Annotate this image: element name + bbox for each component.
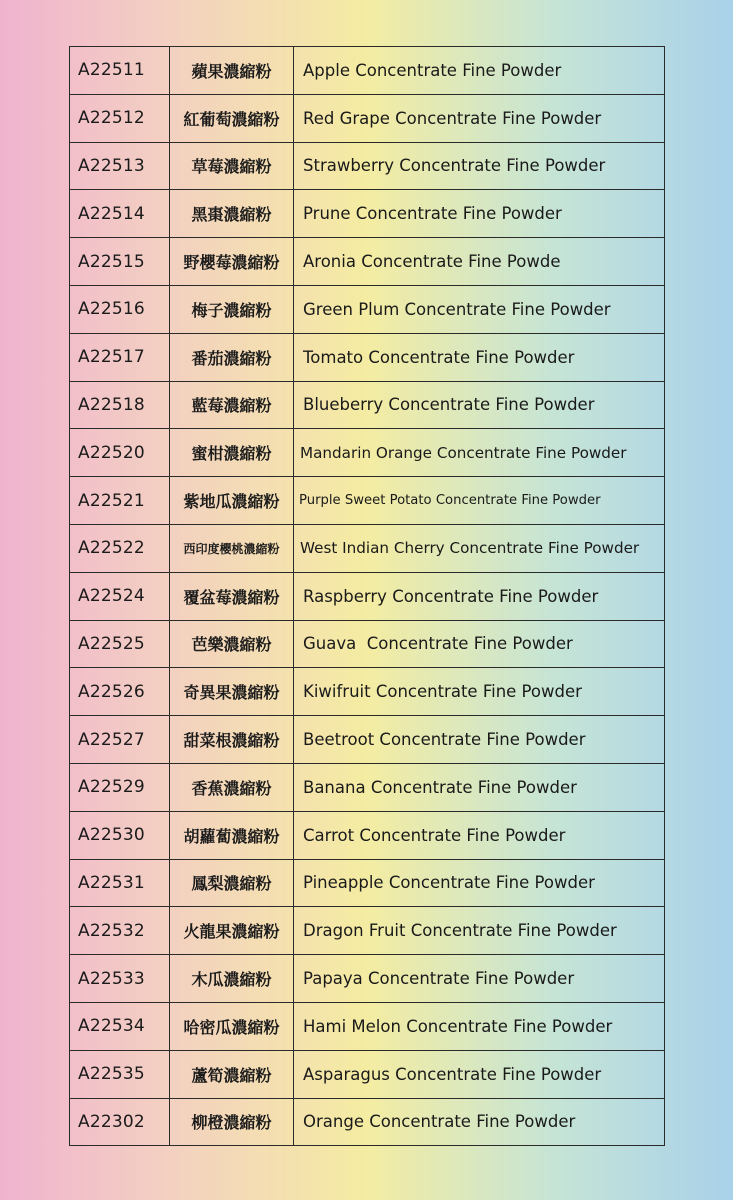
product-name-en: West Indian Cherry Concentrate Fine Powder — [294, 524, 665, 572]
product-name-en: Orange Concentrate Fine Powder — [294, 1098, 665, 1146]
product-name-zh: 蘆筍濃縮粉 — [170, 1050, 294, 1098]
table-row — [70, 1050, 665, 1098]
product-name-zh: 蜜柑濃縮粉 — [170, 429, 294, 477]
product-name-en: Guava Concentrate Fine Powder — [294, 620, 665, 668]
product-name-en: Dragon Fruit Concentrate Fine Powder — [294, 907, 665, 955]
product-name-en: Purple Sweet Potato Concentrate Fine Powder — [294, 477, 665, 525]
table-row — [70, 907, 665, 955]
product-name-en: Mandarin Orange Concentrate Fine Powder — [294, 429, 665, 477]
product-table-body — [70, 47, 665, 1146]
table-row — [70, 429, 665, 477]
table-row — [70, 859, 665, 907]
table-row — [70, 1002, 665, 1050]
product-code: A22517 — [70, 333, 170, 381]
product-code: A22511 — [70, 47, 170, 95]
product-name-zh: 黑棗濃縮粉 — [170, 190, 294, 238]
table-row — [70, 1098, 665, 1146]
product-code: A22535 — [70, 1050, 170, 1098]
table-row — [70, 716, 665, 764]
table-row — [70, 381, 665, 429]
product-name-zh: 覆盆莓濃縮粉 — [170, 572, 294, 620]
table-row — [70, 94, 665, 142]
product-name-zh: 柳橙濃縮粉 — [170, 1098, 294, 1146]
product-name-zh: 草莓濃縮粉 — [170, 142, 294, 190]
table-row — [70, 524, 665, 572]
product-name-zh: 西印度櫻桃濃縮粉 — [170, 524, 294, 572]
table-row — [70, 620, 665, 668]
product-name-en: Papaya Concentrate Fine Powder — [294, 955, 665, 1003]
product-name-en: Carrot Concentrate Fine Powder — [294, 811, 665, 859]
product-name-en: Beetroot Concentrate Fine Powder — [294, 716, 665, 764]
table-row — [70, 955, 665, 1003]
product-name-zh: 番茄濃縮粉 — [170, 333, 294, 381]
product-code: A22515 — [70, 238, 170, 286]
product-name-en: Blueberry Concentrate Fine Powder — [294, 381, 665, 429]
table-row — [70, 47, 665, 95]
product-name-en: Strawberry Concentrate Fine Powder — [294, 142, 665, 190]
product-name-en: Apple Concentrate Fine Powder — [294, 47, 665, 95]
product-code: A22524 — [70, 572, 170, 620]
product-code: A22531 — [70, 859, 170, 907]
product-code: A22521 — [70, 477, 170, 525]
product-name-zh: 野櫻莓濃縮粉 — [170, 238, 294, 286]
table-row — [70, 190, 665, 238]
product-name-en: Green Plum Concentrate Fine Powder — [294, 285, 665, 333]
product-name-en: Aronia Concentrate Fine Powde — [294, 238, 665, 286]
product-name-zh: 紫地瓜濃縮粉 — [170, 477, 294, 525]
product-code: A22527 — [70, 716, 170, 764]
product-name-zh: 奇異果濃縮粉 — [170, 668, 294, 716]
product-name-zh: 梅子濃縮粉 — [170, 285, 294, 333]
product-code: A22534 — [70, 1002, 170, 1050]
table-row — [70, 142, 665, 190]
product-code: A22514 — [70, 190, 170, 238]
product-code: A22533 — [70, 955, 170, 1003]
product-name-zh: 蘋果濃縮粉 — [170, 47, 294, 95]
table-row — [70, 811, 665, 859]
table-row — [70, 238, 665, 286]
table-row — [70, 477, 665, 525]
product-name-zh: 火龍果濃縮粉 — [170, 907, 294, 955]
product-name-en: Banana Concentrate Fine Powder — [294, 763, 665, 811]
product-name-en: Kiwifruit Concentrate Fine Powder — [294, 668, 665, 716]
product-code: A22520 — [70, 429, 170, 477]
product-name-en: Tomato Concentrate Fine Powder — [294, 333, 665, 381]
table-row — [70, 763, 665, 811]
product-code: A22512 — [70, 94, 170, 142]
product-name-en: Pineapple Concentrate Fine Powder — [294, 859, 665, 907]
product-code: A22532 — [70, 907, 170, 955]
product-code: A22518 — [70, 381, 170, 429]
product-name-en: Asparagus Concentrate Fine Powder — [294, 1050, 665, 1098]
product-name-zh: 甜菜根濃縮粉 — [170, 716, 294, 764]
product-code: A22529 — [70, 763, 170, 811]
product-name-zh: 芭樂濃縮粉 — [170, 620, 294, 668]
product-name-zh: 木瓜濃縮粉 — [170, 955, 294, 1003]
product-name-en: Prune Concentrate Fine Powder — [294, 190, 665, 238]
product-name-zh: 鳳梨濃縮粉 — [170, 859, 294, 907]
product-name-zh: 紅葡萄濃縮粉 — [170, 94, 294, 142]
table-row — [70, 333, 665, 381]
product-code: A22525 — [70, 620, 170, 668]
product-name-zh: 胡蘿蔔濃縮粉 — [170, 811, 294, 859]
product-code: A22530 — [70, 811, 170, 859]
product-table — [69, 46, 665, 1146]
table-row — [70, 572, 665, 620]
product-name-en: Red Grape Concentrate Fine Powder — [294, 94, 665, 142]
product-name-zh: 藍莓濃縮粉 — [170, 381, 294, 429]
product-code: A22522 — [70, 524, 170, 572]
product-code: A22302 — [70, 1098, 170, 1146]
product-name-en: Hami Melon Concentrate Fine Powder — [294, 1002, 665, 1050]
product-code: A22513 — [70, 142, 170, 190]
product-code: A22516 — [70, 285, 170, 333]
table-row — [70, 668, 665, 716]
product-name-zh: 哈密瓜濃縮粉 — [170, 1002, 294, 1050]
product-code: A22526 — [70, 668, 170, 716]
product-name-en: Raspberry Concentrate Fine Powder — [294, 572, 665, 620]
product-name-zh: 香蕉濃縮粉 — [170, 763, 294, 811]
table-row — [70, 285, 665, 333]
